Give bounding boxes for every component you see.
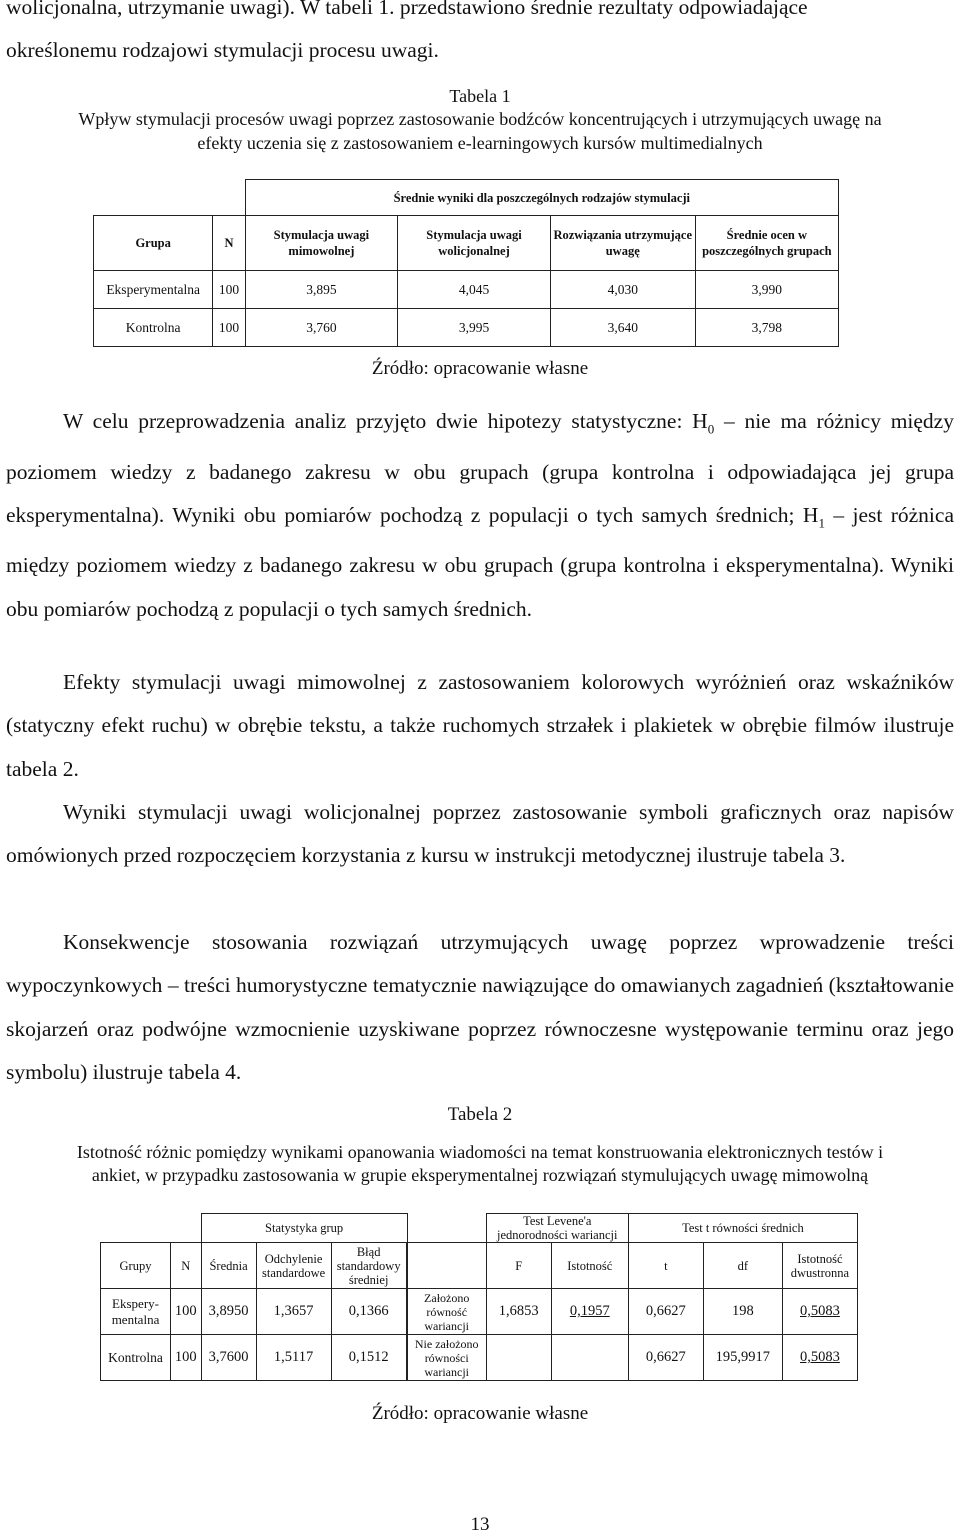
table-row bbox=[94, 309, 839, 347]
table2-header-blad: Błąd standardowy średniej bbox=[331, 1243, 406, 1289]
table2-caption-line2: ankiet, w przypadku zastosowania w grupie eksperymentalnej rozwiązań stymulujących uwagę mimowolną bbox=[91, 1165, 869, 1185]
table-2 bbox=[100, 1213, 858, 1381]
table1-cell-c2: 3,995 bbox=[398, 309, 551, 347]
table2-cell-istotnosc: 0,1957 bbox=[551, 1289, 628, 1335]
continuation-line-1: wolicjonalna, utrzymanie uwagi). W tabeli 1. przedstawiono średnie rezultaty odpowiadające bbox=[6, 0, 808, 19]
table2-header-f: F bbox=[486, 1243, 551, 1289]
table2-header-istotnosc: Istotność bbox=[551, 1243, 628, 1289]
table1-caption-line2: efekty uczenia się z zastosowaniem e-learningowych kursów multimedialnych bbox=[197, 133, 763, 153]
table2-cell-zalozenie: Założono równość wariancji bbox=[407, 1289, 486, 1335]
table1-cell-c4: 3,990 bbox=[695, 271, 838, 309]
table1-header-grupa: Grupa bbox=[94, 216, 213, 271]
table1-header-col1: Stymulacja uwagi mimowolnej bbox=[245, 216, 398, 271]
table2-cell-grupa: Kontrolna bbox=[101, 1335, 171, 1381]
table2-header-grupy: Grupy bbox=[101, 1243, 171, 1289]
subscript-0: 0 bbox=[707, 421, 715, 437]
table2-header-n: N bbox=[171, 1243, 202, 1289]
table2-label: Tabela 2 bbox=[447, 1104, 513, 1125]
table1-caption-line1: Wpływ stymulacji procesów uwagi poprzez zastosowanie bodźców koncentrujących i utrzymujących uwagę na bbox=[78, 109, 882, 129]
table1-cell-c4: 3,798 bbox=[695, 309, 838, 347]
table2-cell-zalozenie: Nie założono równości wariancji bbox=[407, 1335, 486, 1381]
table-1 bbox=[93, 179, 839, 347]
table2-cell-t: 0,6627 bbox=[628, 1335, 703, 1381]
subscript-1: 1 bbox=[818, 515, 825, 531]
table2-cell-odch: 1,3657 bbox=[256, 1289, 331, 1335]
table1-source: Źródło: opracowanie własne bbox=[371, 358, 589, 379]
table2-statystyka-grup: Statystyka grup bbox=[201, 1214, 407, 1243]
table2-header-df: df bbox=[703, 1243, 782, 1289]
table2-cell-istotnosc bbox=[551, 1335, 628, 1381]
table2-header-t: t bbox=[628, 1243, 703, 1289]
table2-ttest: Test t równości średnich bbox=[628, 1214, 857, 1243]
table1-header-n: N bbox=[213, 216, 245, 271]
table1-header-col4: Średnie ocen w poszczególnych grupach bbox=[695, 216, 838, 271]
table2-cell-grupa: Ekspery-mentalna bbox=[101, 1289, 171, 1335]
table2-cell-df: 198 bbox=[703, 1289, 782, 1335]
table2-cell-srednia: 3,7600 bbox=[201, 1335, 256, 1381]
table2-cell-srednia: 3,8950 bbox=[201, 1289, 256, 1335]
continuation-line-2: określonemu rodzajowi stymulacji procesu uwagi. bbox=[6, 38, 439, 62]
table-row bbox=[101, 1289, 858, 1335]
paragraph-table2-intro: Efekty stymulacji uwagi mimowolnej z zastosowaniem kolorowych wyróżnień oraz wskaźników (statyczny efekt ruchu) w obrębie tekstu, a także ruchomych strzałek i plakietek w obrębie filmów ilustruje tabela 2. bbox=[6, 670, 954, 781]
table1-cell-c2: 4,045 bbox=[398, 271, 551, 309]
table1-cell-n: 100 bbox=[213, 271, 245, 309]
table-row bbox=[94, 271, 839, 309]
table2-cell-n: 100 bbox=[171, 1335, 202, 1381]
table2-cell-f bbox=[486, 1335, 551, 1381]
table1-label: Tabela 1 bbox=[449, 86, 511, 106]
table-row bbox=[101, 1335, 858, 1381]
page-number: 13 bbox=[470, 1514, 490, 1535]
table2-cell-blad: 0,1366 bbox=[331, 1289, 406, 1335]
table1-cell-c3: 4,030 bbox=[550, 271, 695, 309]
table2-cell-n: 100 bbox=[171, 1289, 202, 1335]
table2-header-istotnosc2: Istotność dwustronna bbox=[782, 1243, 857, 1289]
table1-cell-c1: 3,895 bbox=[245, 271, 398, 309]
table2-caption-line1: Istotność różnic pomiędzy wynikami opanowania wiadomości na temat konstruowania elektronicznych testów i bbox=[76, 1142, 884, 1162]
table2-source: Źródło: opracowanie własne bbox=[371, 1403, 589, 1424]
table2-cell-odch: 1,5117 bbox=[256, 1335, 331, 1381]
table1-cell-c1: 3,760 bbox=[245, 309, 398, 347]
paragraph-hypotheses-text-b: – nie ma różnicy między poziomem wiedzy z badanego zakresu w obu grupach (grupa kontrolna i odpowiadająca jej grupa eksperymentalna). Wyniki obu pomiarów pochodzą z populacji o tych samych średnich; H bbox=[6, 409, 954, 527]
table2-cell-f: 1,6853 bbox=[486, 1289, 551, 1335]
table1-group-header: Średnie wyniki dla poszczególnych rodzajów stymulacji bbox=[245, 180, 838, 216]
table2-header-srednia: Średnia bbox=[201, 1243, 256, 1289]
table1-header-col3: Rozwiązania utrzymujące uwagę bbox=[550, 216, 695, 271]
table1-header-col2: Stymulacja uwagi wolicjonalnej bbox=[398, 216, 551, 271]
table2-cell-istotnosc2: 0,5083 bbox=[782, 1289, 857, 1335]
paragraph-hypotheses-text-c: – jest różnica między poziomem wiedzy z badanego zakresu w obu grupach (grupa kontrolna i eksperymentalna). Wyniki obu pomiarów pochodzą z populacji o tych samych średnich. bbox=[6, 502, 954, 621]
paragraph-table3-intro: Wyniki stymulacji uwagi wolicjonalnej poprzez zastosowanie symboli graficznych oraz napisów omówionych przed rozpoczęciem korzystania z kursu w instrukcji metodycznej ilustruje tabela 3. bbox=[6, 800, 954, 868]
table2-cell-t: 0,6627 bbox=[628, 1289, 703, 1335]
table1-cell-grupa: Kontrolna bbox=[94, 309, 213, 347]
paragraph-table4-intro: Konsekwencje stosowania rozwiązań utrzymujących uwagę poprzez wprowadzenie treści wypoczynkowych – treści humorystyczne tematycznie nawiązujące do omawianych zagadnień (kształtowanie skojarzeń oraz podwójne wzmocnienie uzyskiwane poprzez równoczesne występowanie terminu oraz jego symbolu) ilustruje tabela 4. bbox=[6, 930, 954, 1084]
table1-cell-grupa: Eksperymentalna bbox=[94, 271, 213, 309]
paragraph-hypotheses bbox=[6, 400, 954, 631]
table1-cell-c3: 3,640 bbox=[550, 309, 695, 347]
table2-header-odchylenie: Odchylenie standardowe bbox=[256, 1243, 331, 1289]
table1-cell-n: 100 bbox=[213, 309, 245, 347]
table2-cell-istotnosc2: 0,5083 bbox=[782, 1335, 857, 1381]
paragraph-hypotheses-text-a: W celu przeprowadzenia analiz przyjęto dwie hipotezy statystyczne: H bbox=[63, 409, 708, 433]
table2-cell-df: 195,9917 bbox=[703, 1335, 782, 1381]
table2-levene: Test Levene'a jednorodności wariancji bbox=[486, 1214, 628, 1243]
table2-cell-blad: 0,1512 bbox=[331, 1335, 406, 1381]
